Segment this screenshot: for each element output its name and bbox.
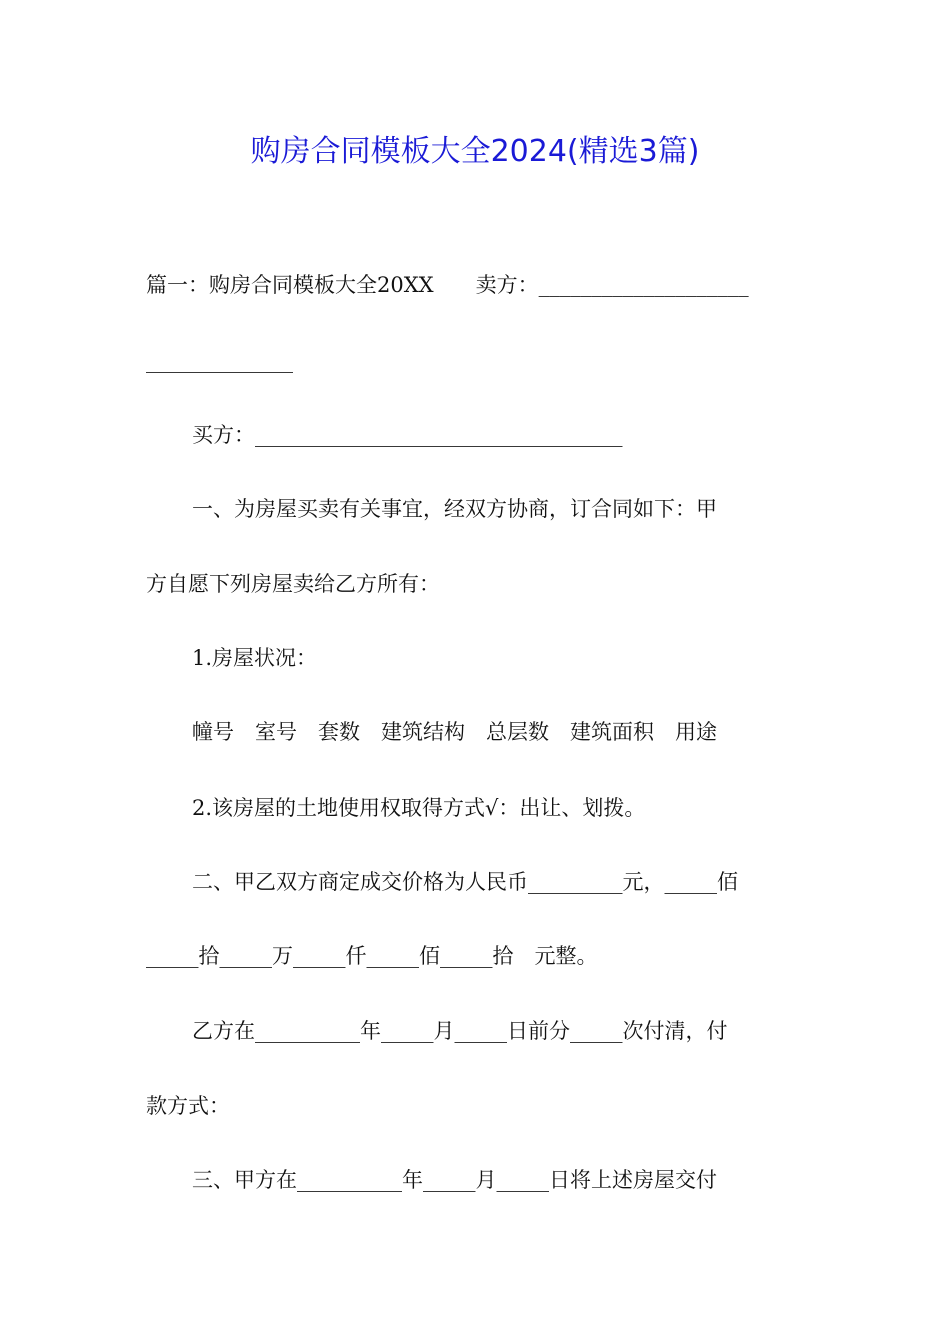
clause-three-line-1: 三、甲方在__________年_____月_____日将上述房屋交付: [192, 1168, 717, 1192]
clause-one-line-2: 方自愿下列房屋卖给乙方所有：: [146, 572, 440, 596]
section-heading-seller: 篇一：购房合同模板大全20XX 卖方：____________________: [146, 273, 749, 297]
buyer-line: 买方：___________________________________: [192, 423, 623, 447]
land-use-line: 2.该房屋的土地使用权取得方式√：出让、划拨。: [192, 796, 646, 820]
clause-one-line-1: 一、为房屋买卖有关事宜，经双方协商，订合同如下：甲: [192, 497, 717, 521]
house-fields-line: 幢号 室号 套数 建筑结构 总层数 建筑面积 用途: [192, 720, 717, 744]
clause-two-line-2: _____拾_____万_____仟_____佰_____拾 元整。: [146, 944, 598, 968]
clause-two-line-1: 二、甲乙双方商定成交价格为人民币_________元，_____佰: [192, 870, 738, 894]
seller-blank-continuation: ______________: [146, 349, 293, 373]
payment-line-1: 乙方在__________年_____月_____日前分_____次付清，付: [192, 1019, 728, 1043]
payment-line-2: 款方式：: [146, 1094, 230, 1118]
house-status-label: 1.房屋状况：: [192, 646, 318, 670]
document-title: 购房合同模板大全2024(精选3篇): [250, 134, 700, 169]
